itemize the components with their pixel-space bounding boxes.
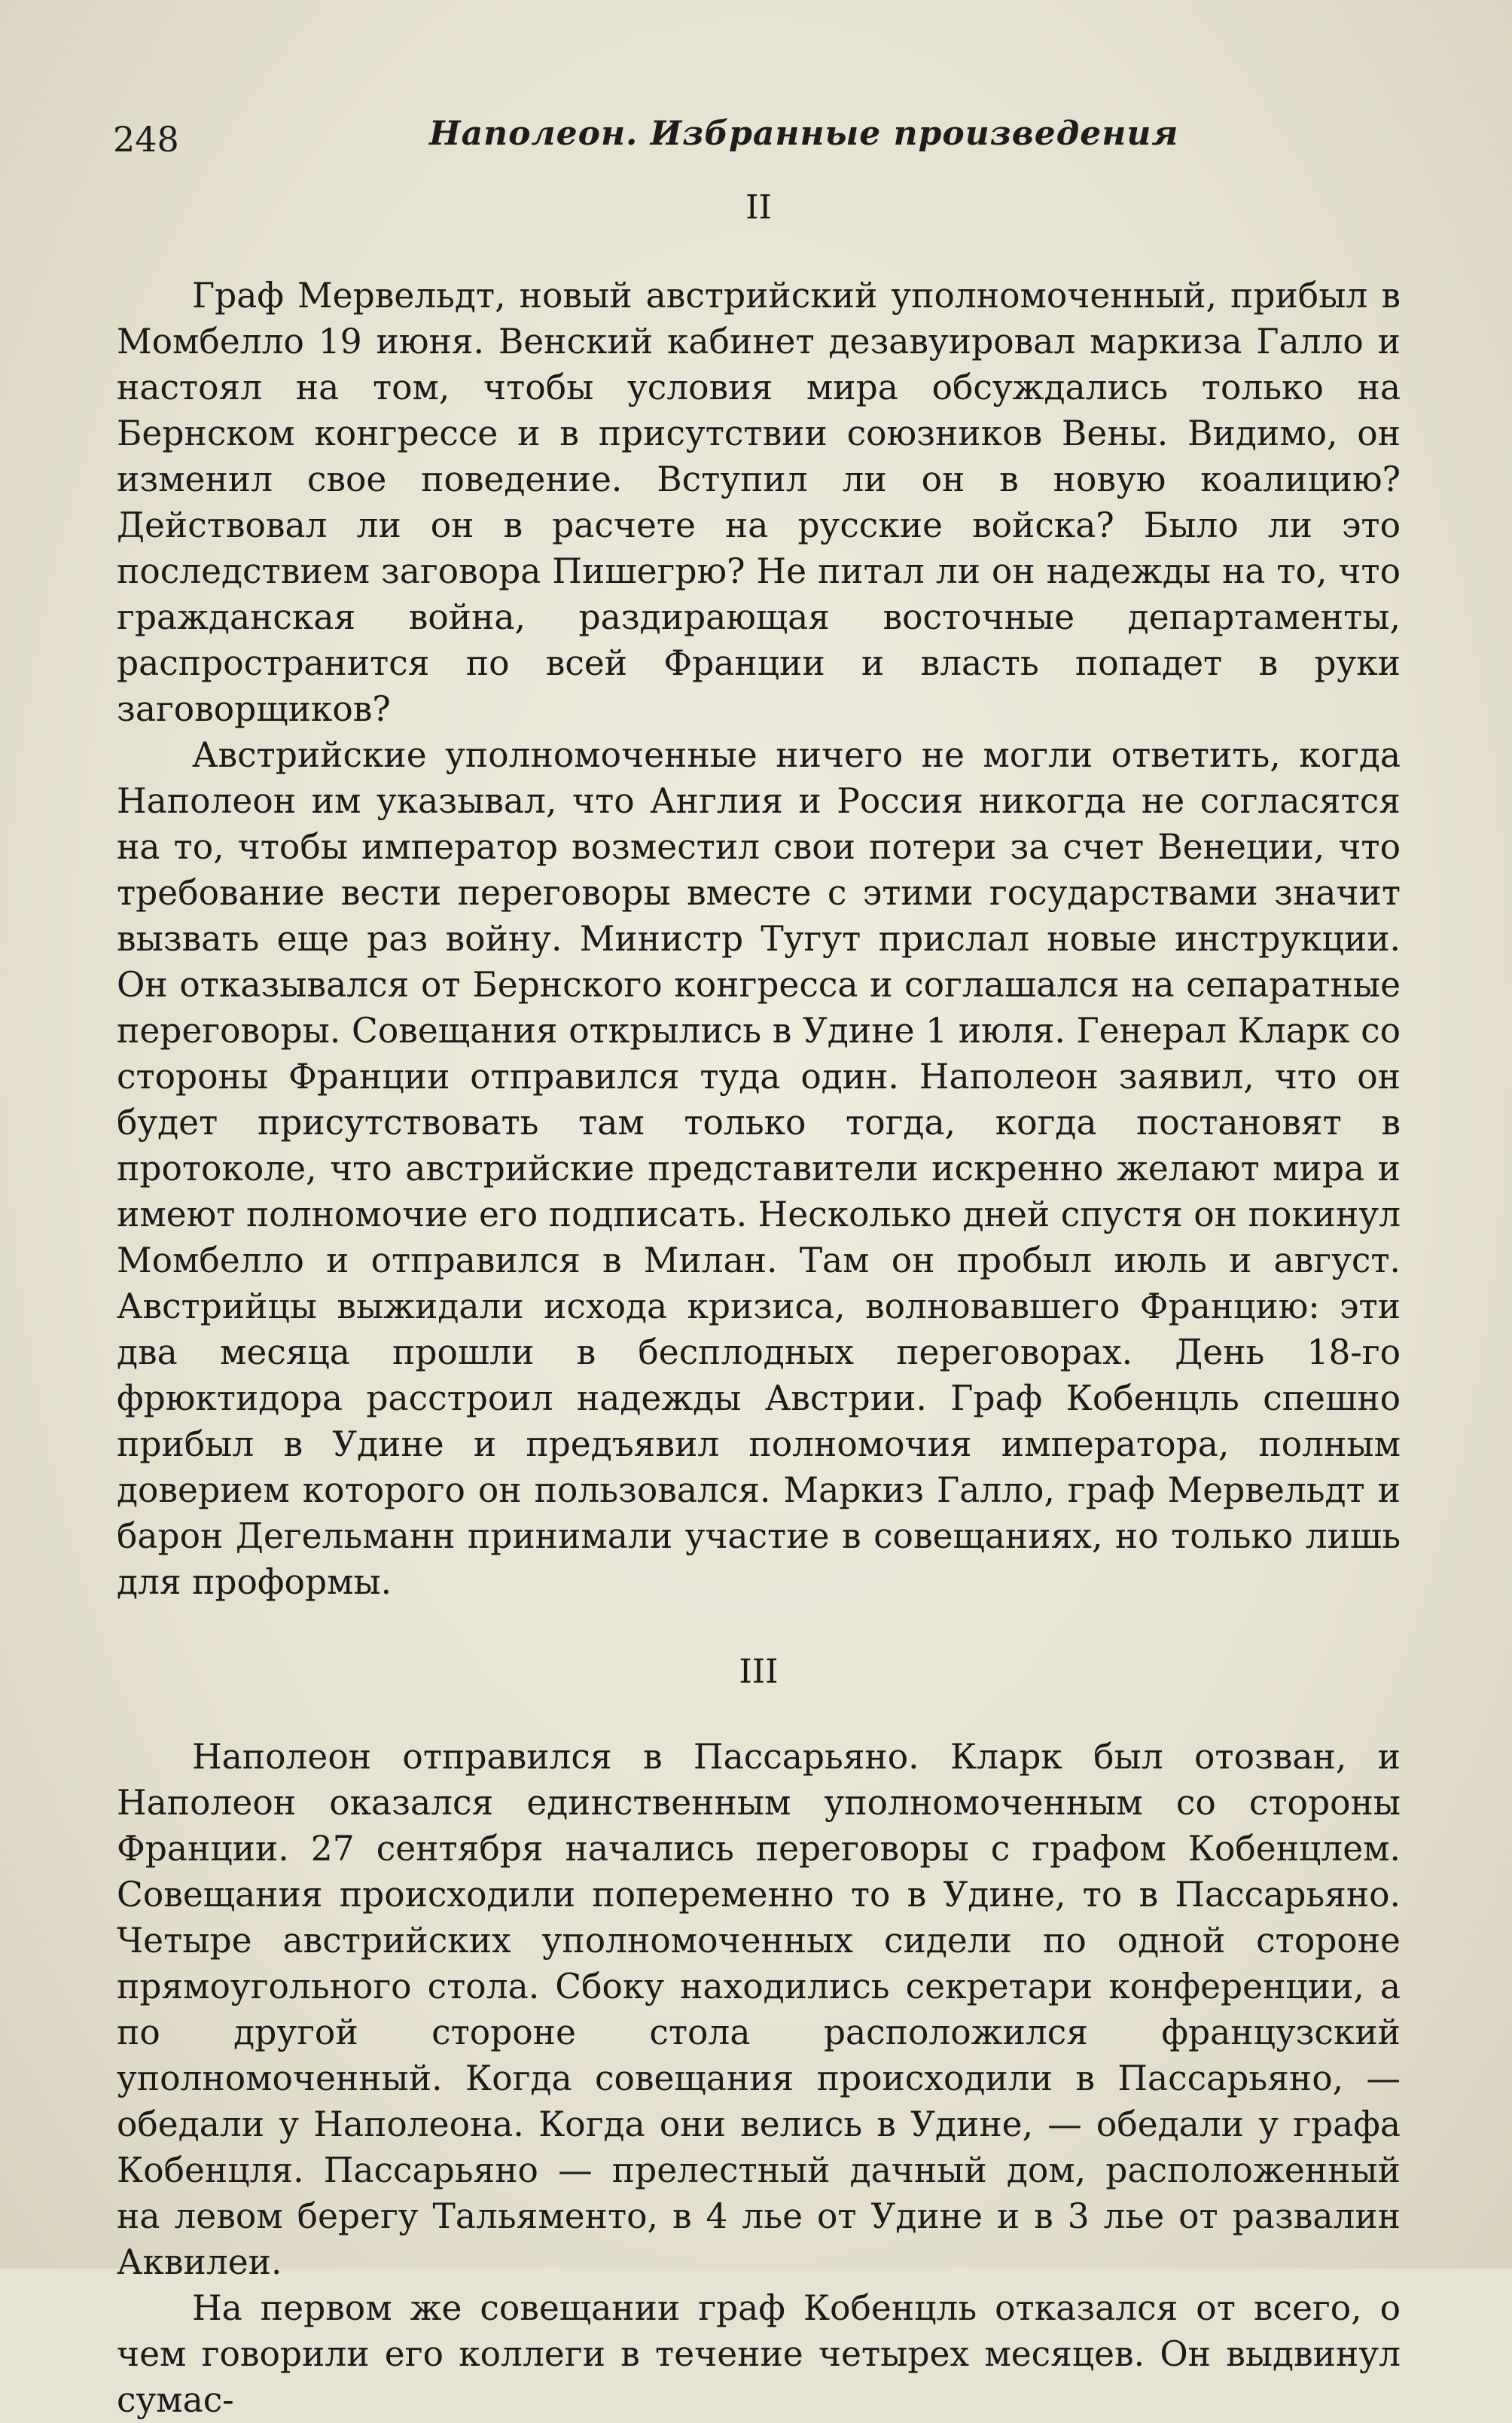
page-header <box>113 105 1408 173</box>
section-number: III <box>739 1652 779 1691</box>
section-3 <box>117 1649 1401 2423</box>
running-title: Наполеон. Избранные произведения <box>429 114 1179 153</box>
section-number: II <box>745 188 772 227</box>
page-body <box>117 185 1401 2423</box>
section-2 <box>117 185 1401 1605</box>
paragraph: На первом же совещании граф Кобенцль отказался от всего, о чем говорили его коллеги в течение четырех месяцев. Он выдвинул сумас- <box>117 2288 1401 2420</box>
page-number: 248 <box>113 119 179 160</box>
paragraph: Граф Мервельдт, новый австрийский уполномоченный, прибыл в Момбелло 19 июня. Венский кабинет дезавуировал маркиза Галло и настоял на том, чтобы условия мира обсуждались только на Бернском конгрессе и в присутствии союзников Вены. Видимо, он изменил свое поведение. Вступил ли он в новую коалицию? Действовал ли он в расчете на русские войска? Было ли это последствием заговора Пишегрю? Не питал ли он надежды на то, что гражданская война, раздирающая восточные департаменты, распространится по всей Франции и власть попадет в руки заговорщиков? <box>117 276 1401 729</box>
paragraph: Австрийские уполномоченные ничего не могли ответить, когда Наполеон им указывал, что Англия и Россия никогда не согласятся на то, чтобы император возместил свои потери за счет Венеции, что требование вести переговоры вместе с этими государствами значит вызвать еще раз войну. Министр Тугут прислал новые инструкции. Он отказывался от Бернского конгресса и соглашался на сепаратные переговоры. Совещания открылись в Удине 1 июля. Генерал Кларк со стороны Франции отправился туда один. Наполеон заявил, что он будет присутствовать там только тогда, когда постановят в протоколе, что австрийские представители искренно желают мира и имеют полномочие его подписать. Несколько дней спустя он покинул Момбелло и отправился в Милан. Там он пробыл июль и август. Австрийцы выжидали исхода кризиса, волновавшего Францию: эти два месяца прошли в бесплодных переговорах. День 18-го фрюктидора расстроил надежды Австрии. Граф Кобенцль спешно прибыл в Удине и предъявил полномочия императора, полным доверием которого он пользовался. Маркиз Галло, граф Мервельдт и барон Дегельманн принимали участие в совещаниях, но только лишь для проформы. <box>117 735 1401 1602</box>
paragraph: Наполеон отправился в Пассарьяно. Кларк был отозван, и Наполеон оказался единственным уполномоченным со стороны Франции. 27 сентября начались переговоры с графом Кобенцлем. Совещания происходили попеременно то в Удине, то в Пассарьяно. Четыре австрийских уполномоченных сидели по одной стороне прямоугольного стола. Сбоку находились секретари конференции, а по другой стороне стола расположился французский уполномоченный. Когда совещания происходили в Пассарьяно, — обедали у Наполеона. Когда они велись в Удине, — обедали у графа Кобенцля. Пассарьяно — прелестный дачный дом, расположенный на левом берегу Тальяменто, в 4 лье от Удине и в 3 лье от развалин Аквилеи. <box>117 1737 1401 2282</box>
